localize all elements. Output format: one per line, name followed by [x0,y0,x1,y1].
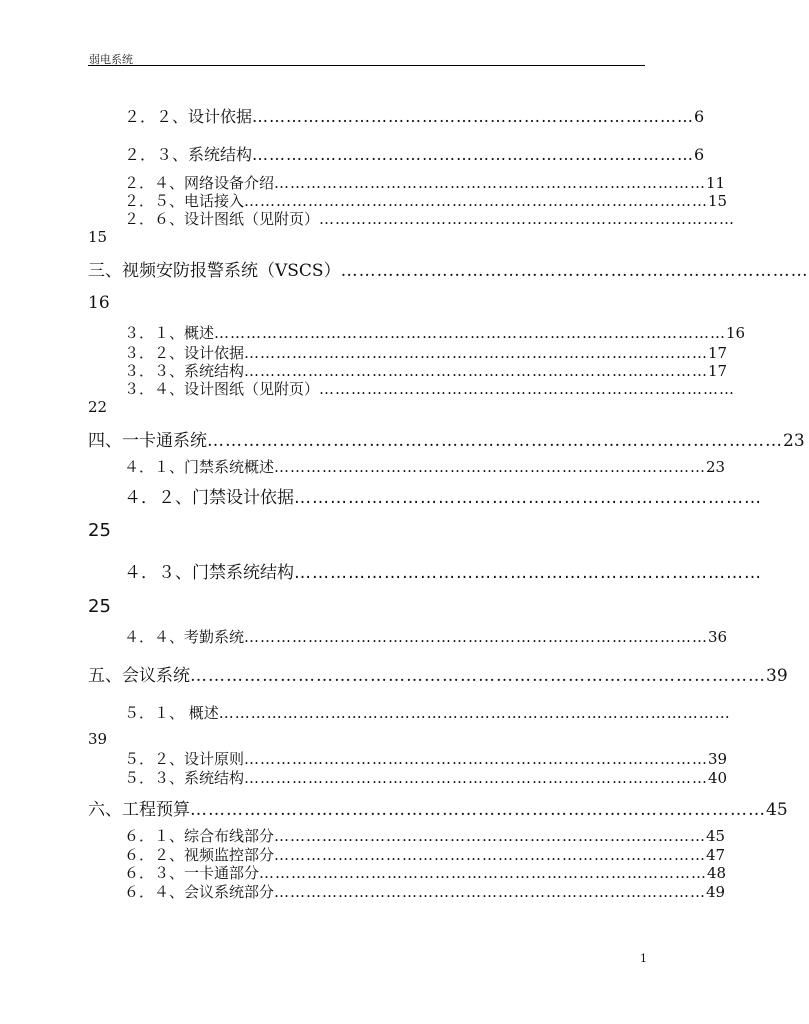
toc-chapter-title: 三、视频安防报警系统（VSCS） [88,261,341,281]
toc-page-number: 49 [706,883,726,901]
toc-leader-dots: …………………………………………………………………… [252,107,695,126]
toc-page-number: 6 [694,145,705,164]
toc-page-number: 36 [708,628,728,646]
toc-entry-title: ３．４、设计图纸（见附页） [124,380,320,398]
toc-leader-dots: …………………………………………………………………………… [244,344,709,362]
toc-leader-dots: …………………………………………………………………………… [244,192,709,210]
header-rule [88,65,645,66]
running-header: 弱电系统 [89,53,133,66]
toc-leader-dots: …………………………………………………………………… [294,563,762,583]
toc-entry-5-1[interactable] [124,702,731,723]
toc-leader-dots: ……………………………………………………………………… [274,458,707,476]
toc-leader-dots: …………………………………………………………………………… [244,750,709,768]
toc-page-number: 15 [88,228,108,246]
toc-leader-dots: …………………………………………………………………………… [244,769,709,787]
toc-leader-dots: …………………………………………………………………………… [244,362,709,380]
toc-page-number: 16 [88,293,110,313]
toc-entry-title: ６．４、会议系统部分 [124,883,275,901]
toc-entry-title: ３．２、设计依据 [124,344,245,362]
toc-page-number: 23 [706,458,726,476]
toc-page-number: 39 [708,750,728,768]
toc-leader-dots: …………………………………………………………………………………… [190,800,766,820]
toc-leader-dots: …………………………………………………………………………………… [207,431,783,451]
toc-entry-title: ５．２、设计原则 [124,750,245,768]
toc-leader-dots: …………………………………………………………………… [340,261,809,281]
toc-leader-dots: …………………………………………………………………………………… [190,666,766,686]
toc-leader-dots: …………………………………………………………………………………… [218,704,731,722]
toc-entry-4-2[interactable] [124,483,762,508]
toc-entry-title: ４．２、门禁设计依据 [124,488,294,508]
toc-entry-title: ２．３、系统结构 [124,145,253,164]
toc-page-number: 39 [766,666,788,686]
toc-entry-5-3[interactable] [124,767,728,788]
toc-chapter-title: 六、工程预算 [88,800,190,820]
toc-leader-dots: ……………………………………………………………………… [274,846,707,864]
toc-chapter-3[interactable] [88,256,809,281]
toc-entry-5-2[interactable] [124,748,728,769]
toc-leader-dots: …………………………………………………………………………… [244,628,709,646]
toc-entry-title: ２．４、网络设备介绍 [124,174,275,192]
toc-entry-title: ２．６、设计图纸（见附页） [124,210,320,228]
toc-leader-dots: …………………………………………………………………… [294,488,762,508]
footer-page-number: 1 [640,952,647,965]
toc-page-number: 48 [707,864,727,882]
toc-entry-2-6[interactable] [124,208,736,229]
toc-leader-dots: ……………………………………………………………………… [274,883,707,901]
toc-entry-title: ６．３、一卡通部分 [124,864,260,882]
toc-entry-4-1[interactable] [124,456,726,477]
toc-entry-title: ５．１、 概述 [124,704,219,722]
toc-page-number: 22 [88,398,108,416]
toc-page-number: 15 [708,192,728,210]
toc-entry-title: ４．１、门禁系统概述 [124,458,275,476]
toc-chapter-5[interactable] [88,661,788,686]
toc-entry-4-4[interactable] [124,626,728,647]
toc-page-number: 40 [708,769,728,787]
toc-entry-4-3[interactable] [124,558,762,583]
toc-entry-2-2[interactable] [124,104,705,127]
toc-chapter-title: 五、会议系统 [88,666,190,686]
toc-entry-title: ３．１、概述 [124,324,215,342]
toc-entry-3-4[interactable] [124,378,736,399]
toc-entry-title: ２．５、电话接入 [124,192,245,210]
toc-page-number: 25 [88,596,111,617]
toc-page-number: 45 [706,827,726,845]
toc-entry-title: ６．２、视频监控部分 [124,846,275,864]
toc-leader-dots: ……………………………………………………………………… [274,174,707,192]
toc-leader-dots: ………………………………………………………………………… [259,864,708,882]
toc-leader-dots: …………………………………………………………………………………… [214,324,727,342]
toc-leader-dots: …………………………………………………………………… [319,210,736,228]
toc-page-number: 17 [708,344,728,362]
toc-entry-title: ３．３、系统结构 [124,362,245,380]
toc-chapter-6[interactable] [88,795,788,820]
toc-entry-title: ４．４、考勤系统 [124,628,245,646]
toc-leader-dots: …………………………………………………………………… [252,145,695,164]
toc-chapter-title: 四、一卡通系统 [88,431,207,451]
toc-page-number: 23 [783,431,805,451]
toc-leader-dots: ……………………………………………………………………… [274,827,707,845]
toc-page-number: 6 [694,107,705,126]
toc-leader-dots: …………………………………………………………………… [319,380,736,398]
toc-entry-title: ２．２、设计依据 [124,107,253,126]
toc-entry-title: ４．３、门禁系统结构 [124,563,294,583]
toc-page-number: 11 [706,174,726,192]
toc-entry-6-3[interactable] [124,862,727,883]
toc-page-number: 39 [88,730,108,748]
toc-entry-6-4[interactable] [124,881,726,902]
toc-entry-6-1[interactable] [124,825,726,846]
toc-chapter-4[interactable] [88,426,805,451]
toc-page-number: 17 [708,362,728,380]
toc-entry-title: ６．１、综合布线部分 [124,827,275,845]
toc-page-number: 45 [766,800,788,820]
toc-page-number: 16 [726,324,746,342]
toc-entry-title: ５．３、系统结构 [124,769,245,787]
toc-entry-3-1[interactable] [124,322,746,343]
toc-page-number: 47 [706,846,726,864]
toc-entry-2-3[interactable] [124,142,705,165]
toc-page-number: 25 [88,520,111,541]
